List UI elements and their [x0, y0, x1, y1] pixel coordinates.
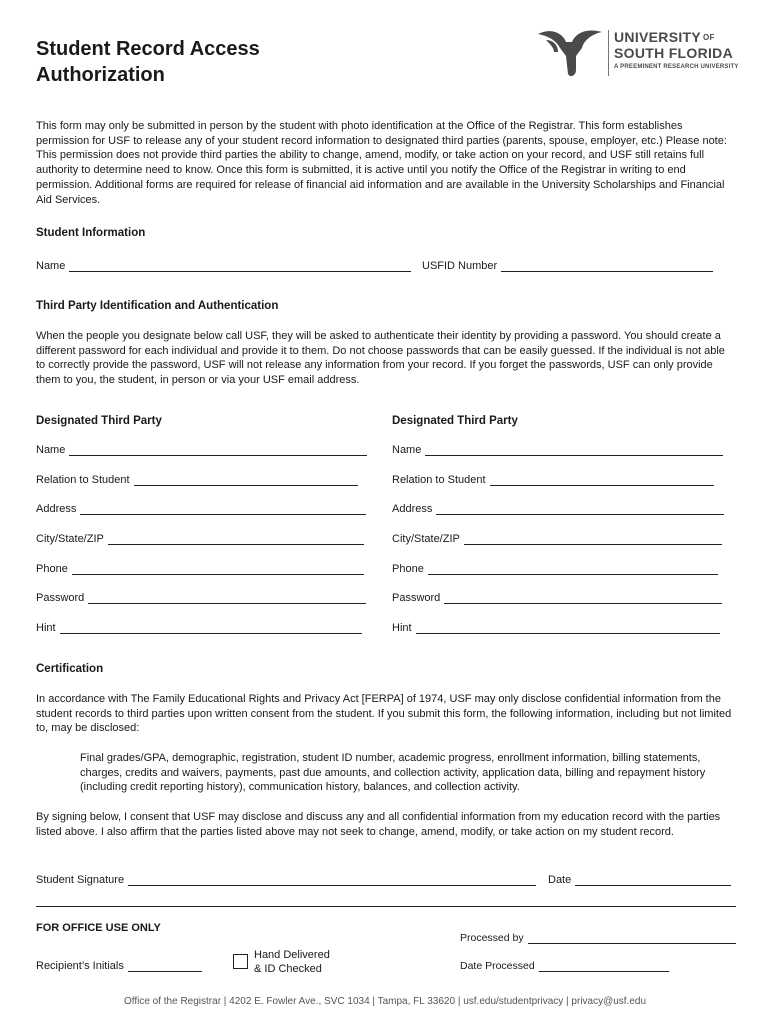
right-address-line[interactable]: [436, 504, 724, 515]
right-relation-field[interactable]: [392, 474, 714, 486]
left-city-field[interactable]: [36, 533, 364, 545]
right-name-field[interactable]: [392, 444, 723, 456]
left-name-label: Name: [36, 444, 66, 456]
consent-paragraph: By signing below, I consent that USF may disclose and discuss any and all confidential information from my education record with the parties listed above. I also affirm that the parties listed above may not seek to change, amend, modify, or take action on my student record.: [36, 811, 721, 838]
processed-by-line[interactable]: [528, 933, 736, 944]
left-city-line[interactable]: [108, 534, 364, 545]
processed-by-label: Processed by: [460, 932, 524, 944]
designated-right-heading: Designated Third Party: [392, 415, 518, 427]
usfid-field[interactable]: [422, 260, 713, 272]
left-name-line[interactable]: [69, 445, 367, 456]
left-password-label: Password: [36, 592, 85, 604]
left-hint-line[interactable]: [60, 623, 362, 634]
signature-date-label: Date: [548, 874, 572, 886]
right-phone-label: Phone: [392, 563, 424, 575]
left-phone-line[interactable]: [72, 564, 364, 575]
right-city-label: City/State/ZIP: [392, 533, 460, 545]
right-hint-field[interactable]: [392, 622, 720, 634]
left-relation-line[interactable]: [134, 475, 358, 486]
third-party-paragraph: When the people you designate below call USF, they will be asked to authenticate their identity by providing a password. You should create a different password for each individual and provide it to them. Do not choose passwords that can be easily guessed. If the individual is not able to correctly provide the password, USF will not release any information from your record. If you forget the passwords, USF can only provide them to you, the student, in person or via your USF email address.: [36, 330, 725, 387]
left-address-line[interactable]: [80, 504, 366, 515]
left-relation-label: Relation to Student: [36, 474, 130, 486]
page-footer: Office of the Registrar | 4202 E. Fowler Ave., SVC 1034 | Tampa, FL 33620 | usf.edu/studentprivacy | privacy@usf.edu: [123, 996, 647, 1007]
right-password-field[interactable]: [392, 592, 722, 604]
disclosed-info-list: Final grades/GPA, demographic, registration, student ID number, academic progress, enrollment information, billing statements, charges, credits and waivers, payments, past due amounts, and collection activity, application data, billing and repayment history (including credit reporting history), communication history, balances, and collection activity.: [80, 752, 706, 794]
left-password-line[interactable]: [88, 593, 366, 604]
bull-horns-icon: [536, 26, 606, 82]
student-signature-line[interactable]: [128, 875, 536, 886]
date-processed-line[interactable]: [539, 961, 669, 972]
usfid-label: USFID Number: [422, 260, 498, 272]
processed-by-field[interactable]: [460, 932, 736, 944]
student-signature-label: Student Signature: [36, 874, 125, 886]
right-phone-line[interactable]: [428, 564, 718, 575]
right-hint-label: Hint: [392, 622, 412, 634]
left-password-field[interactable]: [36, 592, 366, 604]
left-city-label: City/State/ZIP: [36, 533, 104, 545]
date-processed-label: Date Processed: [460, 960, 535, 972]
certification-paragraph: In accordance with The Family Educational Rights and Privacy Act [FERPA] of 1974, USF may only disclose confidential information from the student records to third parties upon written consent from the student. If you submit this form, the following information, including but not limited to, may be disclosed:: [36, 693, 732, 735]
recipient-initials-line[interactable]: [128, 961, 202, 972]
left-phone-label: Phone: [36, 563, 68, 575]
hand-delivered-line-2: & ID Checked: [254, 963, 322, 975]
hand-delivered-label: [254, 948, 330, 976]
right-name-line[interactable]: [425, 445, 723, 456]
date-processed-field[interactable]: [460, 960, 669, 972]
right-address-label: Address: [392, 503, 433, 515]
student-name-line[interactable]: [69, 261, 411, 272]
logo-divider: [608, 30, 609, 76]
logo-tagline: A PREEMINENT RESEARCH UNIVERSITY: [614, 64, 739, 70]
designated-left-heading: Designated Third Party: [36, 415, 162, 427]
right-password-line[interactable]: [444, 593, 722, 604]
right-relation-label: Relation to Student: [392, 474, 486, 486]
student-signature-field[interactable]: [36, 874, 536, 886]
logo-wordmark: [614, 30, 739, 70]
office-divider: [36, 906, 736, 907]
right-name-label: Name: [392, 444, 422, 456]
usfid-line[interactable]: [501, 261, 713, 272]
hand-delivered-checkbox[interactable]: [233, 954, 248, 969]
third-party-heading: Third Party Identification and Authentication: [36, 300, 279, 312]
recipient-initials-field[interactable]: [36, 960, 202, 972]
certification-heading: Certification: [36, 663, 104, 675]
right-city-line[interactable]: [464, 534, 722, 545]
right-hint-line[interactable]: [416, 623, 720, 634]
signature-date-line[interactable]: [575, 875, 731, 886]
logo-south-florida: SOUTH FLORIDA: [614, 45, 734, 61]
hand-delivered-line-1: Hand Delivered: [254, 949, 330, 961]
signature-date-field[interactable]: [548, 874, 731, 886]
left-address-field[interactable]: [36, 503, 366, 515]
title-line-1: Student Record Access: [36, 38, 260, 60]
student-name-field[interactable]: [36, 260, 411, 272]
right-address-field[interactable]: [392, 503, 724, 515]
right-city-field[interactable]: [392, 533, 722, 545]
page-title: [36, 36, 336, 88]
logo-of: OF: [703, 33, 715, 42]
intro-paragraph: This form may only be submitted in person by the student with photo identification at the Office of the Registrar. This form establishes permission for USF to release any of your student record information to designated third parties (parents, spouse, employer, etc.) Please note: This permission does not provide third parties the ability to change, amend, modify, or take action on your record, and USF still retains full authority to determine need to know. Once this form is submitted, it is active until you notify the Office of the Registrar in writing to end permission. Additional forms are required for release of financial aid information and are available in the University Scholarships and Financial Aid Services.: [36, 120, 727, 206]
right-phone-field[interactable]: [392, 563, 718, 575]
usf-logo: [536, 24, 746, 84]
student-info-heading: Student Information: [36, 227, 146, 239]
right-password-label: Password: [392, 592, 441, 604]
left-phone-field[interactable]: [36, 563, 364, 575]
left-hint-field[interactable]: [36, 622, 362, 634]
recipient-initials-label: Recipient’s Initials: [36, 960, 124, 972]
right-relation-line[interactable]: [490, 475, 714, 486]
left-name-field[interactable]: [36, 444, 367, 456]
left-relation-field[interactable]: [36, 474, 358, 486]
logo-university: UNIVERSITY: [614, 29, 702, 45]
office-use-heading: FOR OFFICE USE ONLY: [36, 922, 161, 934]
left-address-label: Address: [36, 503, 77, 515]
title-line-2: Authorization: [36, 64, 165, 86]
left-hint-label: Hint: [36, 622, 56, 634]
student-name-label: Name: [36, 260, 66, 272]
